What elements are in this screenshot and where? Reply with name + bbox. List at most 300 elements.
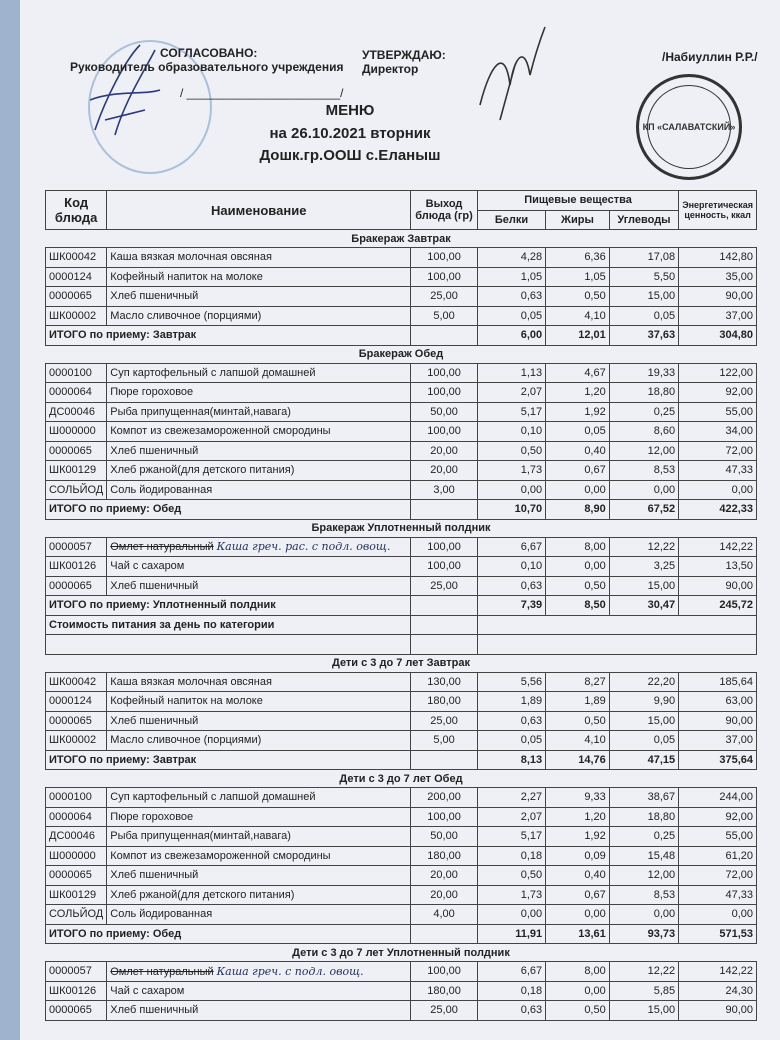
dish-protein: 0,50 [477, 866, 545, 886]
dish-yield: 25,00 [411, 1001, 478, 1021]
dish-yield: 3,00 [411, 480, 478, 500]
dish-fat: 9,33 [546, 788, 610, 808]
dish-name: Масло сливочное (порциями) [107, 306, 411, 326]
struck-dish-name: Омлет натуральный [110, 541, 214, 554]
dish-energy: 90,00 [679, 287, 757, 307]
total-row [46, 924, 757, 944]
dish-name: Каша вязкая молочная овсяная [107, 672, 411, 692]
cost-value [477, 615, 756, 635]
table-row [46, 788, 757, 808]
table-row [46, 807, 757, 827]
dish-code: СОЛЬЙОД [46, 480, 107, 500]
dish-yield: 25,00 [411, 711, 478, 731]
dish-carbs: 18,80 [609, 807, 678, 827]
dish-fat: 0,00 [546, 557, 610, 577]
dish-code: 0000064 [46, 383, 107, 403]
dish-carbs: 3,25 [609, 557, 678, 577]
dish-carbs: 0,25 [609, 827, 678, 847]
dish-energy: 244,00 [679, 788, 757, 808]
dish-name: Хлеб пшеничный [107, 287, 411, 307]
dish-protein: 0,00 [477, 905, 545, 925]
page-title: МЕНЮ [325, 102, 375, 119]
dish-yield: 130,00 [411, 672, 478, 692]
table-row [46, 306, 757, 326]
dish-energy: 92,00 [679, 807, 757, 827]
dish-yield: 100,00 [411, 537, 478, 557]
dish-protein: 0,50 [477, 441, 545, 461]
dish-name: Хлеб ржаной(для детского питания) [107, 461, 411, 481]
total-fat: 13,61 [546, 924, 610, 944]
dish-code: 0000065 [46, 1001, 107, 1021]
dish-energy: 185,64 [679, 672, 757, 692]
dish-name: Хлеб пшеничный [107, 576, 411, 596]
dish-fat: 0,40 [546, 866, 610, 886]
dish-protein: 6,67 [477, 962, 545, 982]
dish-fat: 1,92 [546, 402, 610, 422]
table-row [46, 402, 757, 422]
dish-carbs: 5,50 [609, 267, 678, 287]
dish-carbs: 8,53 [609, 461, 678, 481]
dish-name: Соль йодированная [107, 480, 411, 500]
stamp-approved: КП «САЛАВАТСКИЙ» [636, 74, 742, 180]
dish-code: 0000065 [46, 441, 107, 461]
table-row [46, 287, 757, 307]
dish-name: Компот из свежезамороженной смородины [107, 846, 411, 866]
dish-code: Ш000000 [46, 422, 107, 442]
dish-fat: 0,05 [546, 422, 610, 442]
signature-right [470, 25, 550, 125]
dish-name: Рыба припущенная(минтай,навага) [107, 827, 411, 847]
agreed-role: Руководитель образовательного учреждения [70, 60, 344, 74]
table-row [46, 905, 757, 925]
table-row [46, 441, 757, 461]
handwritten-correction: Каша греч. рас. с подл. овощ. [216, 540, 391, 554]
dish-fat: 0,50 [546, 1001, 610, 1021]
section-heading [46, 654, 757, 672]
dish-yield: 20,00 [411, 461, 478, 481]
table-row [46, 480, 757, 500]
total-yield [411, 500, 478, 520]
table-row [46, 1001, 757, 1021]
section-title: Дети с 3 до 7 лет Уплотненный полдник [46, 944, 757, 962]
total-label: ИТОГО по приему: Уплотненный полдник [46, 596, 411, 616]
dish-name: Хлеб ржаной(для детского питания) [107, 885, 411, 905]
total-row [46, 750, 757, 770]
dish-yield: 5,00 [411, 306, 478, 326]
dish-code: Ш000000 [46, 846, 107, 866]
section-heading [46, 230, 757, 248]
dish-code: ШК00126 [46, 981, 107, 1001]
dish-protein: 1,89 [477, 692, 545, 712]
dish-protein: 0,10 [477, 422, 545, 442]
dish-protein: 1,05 [477, 267, 545, 287]
dish-name [107, 962, 411, 982]
dish-yield: 100,00 [411, 962, 478, 982]
table-row [46, 981, 757, 1001]
dish-code: ШК00042 [46, 672, 107, 692]
dish-carbs: 12,00 [609, 441, 678, 461]
dish-fat: 4,10 [546, 306, 610, 326]
dish-fat: 4,67 [546, 363, 610, 383]
total-energy: 571,53 [679, 924, 757, 944]
dish-protein: 0,18 [477, 981, 545, 1001]
dish-yield: 25,00 [411, 287, 478, 307]
dish-fat: 8,00 [546, 537, 610, 557]
dish-protein: 5,17 [477, 402, 545, 422]
total-protein: 7,39 [477, 596, 545, 616]
col-nutrients: Пищевые вещества [477, 191, 678, 211]
dish-yield: 100,00 [411, 267, 478, 287]
dish-name: Масло сливочное (порциями) [107, 731, 411, 751]
dish-protein: 0,18 [477, 846, 545, 866]
table-row [46, 461, 757, 481]
dish-energy: 47,33 [679, 461, 757, 481]
dish-fat: 0,09 [546, 846, 610, 866]
dish-carbs: 0,05 [609, 731, 678, 751]
col-code: Код блюда [46, 191, 107, 230]
total-fat: 8,90 [546, 500, 610, 520]
table-row [46, 731, 757, 751]
dish-carbs: 12,00 [609, 866, 678, 886]
empty-cell [411, 635, 478, 655]
dish-name: Пюре гороховое [107, 383, 411, 403]
total-fat: 12,01 [546, 326, 610, 346]
dish-yield: 25,00 [411, 576, 478, 596]
agreed-signature-line: / _______________________/ [180, 86, 344, 100]
dish-carbs: 12,22 [609, 962, 678, 982]
dish-protein: 4,28 [477, 248, 545, 268]
dish-energy: 142,80 [679, 248, 757, 268]
dish-energy: 55,00 [679, 827, 757, 847]
total-energy: 304,80 [679, 326, 757, 346]
dish-fat: 0,50 [546, 287, 610, 307]
dish-fat: 0,50 [546, 576, 610, 596]
dish-code: ШК00129 [46, 461, 107, 481]
dish-protein: 1,73 [477, 461, 545, 481]
dish-yield: 100,00 [411, 422, 478, 442]
dish-code: 0000057 [46, 537, 107, 557]
dish-carbs: 18,80 [609, 383, 678, 403]
dish-protein: 0,63 [477, 1001, 545, 1021]
dish-code: СОЛЬЙОД [46, 905, 107, 925]
dish-yield: 100,00 [411, 807, 478, 827]
dish-carbs: 5,85 [609, 981, 678, 1001]
total-label: ИТОГО по приему: Обед [46, 500, 411, 520]
dish-code: 0000065 [46, 866, 107, 886]
table-row [46, 363, 757, 383]
dish-code: 0000100 [46, 788, 107, 808]
dish-yield: 4,00 [411, 905, 478, 925]
dish-carbs: 19,33 [609, 363, 678, 383]
total-energy: 422,33 [679, 500, 757, 520]
empty-row [46, 635, 757, 655]
dish-name: Каша вязкая молочная овсяная [107, 248, 411, 268]
agreed-label: СОГЛАСОВАНО: [160, 46, 258, 60]
total-carbs: 47,15 [609, 750, 678, 770]
table-row [46, 383, 757, 403]
dish-fat: 6,36 [546, 248, 610, 268]
dish-carbs: 38,67 [609, 788, 678, 808]
dish-fat: 0,67 [546, 885, 610, 905]
total-yield [411, 596, 478, 616]
section-title: Бракераж Завтрак [46, 230, 757, 248]
total-yield [411, 326, 478, 346]
dish-code: ШК00002 [46, 306, 107, 326]
dish-energy: 61,20 [679, 846, 757, 866]
dish-name: Хлеб пшеничный [107, 866, 411, 886]
dish-code: ШК00042 [46, 248, 107, 268]
dish-carbs: 0,00 [609, 480, 678, 500]
dish-yield: 100,00 [411, 363, 478, 383]
total-row [46, 596, 757, 616]
dish-energy: 90,00 [679, 711, 757, 731]
dish-carbs: 22,20 [609, 672, 678, 692]
dish-protein: 6,67 [477, 537, 545, 557]
dish-protein: 0,63 [477, 576, 545, 596]
dish-energy: 24,30 [679, 981, 757, 1001]
dish-carbs: 8,60 [609, 422, 678, 442]
dish-protein: 0,63 [477, 711, 545, 731]
dish-code: 0000065 [46, 711, 107, 731]
dish-yield: 20,00 [411, 885, 478, 905]
dish-code: 0000065 [46, 287, 107, 307]
dish-protein: 5,17 [477, 827, 545, 847]
col-yield: Выход блюда (гр) [411, 191, 478, 230]
dish-energy: 72,00 [679, 866, 757, 886]
dish-code: ШК00129 [46, 885, 107, 905]
dish-name: Рыба припущенная(минтай,навага) [107, 402, 411, 422]
total-carbs: 67,52 [609, 500, 678, 520]
table-row [46, 267, 757, 287]
table-row [46, 422, 757, 442]
col-name: Наименование [107, 191, 411, 230]
dish-protein: 1,73 [477, 885, 545, 905]
dish-name: Чай с сахаром [107, 557, 411, 577]
dish-yield: 100,00 [411, 248, 478, 268]
dish-yield: 180,00 [411, 981, 478, 1001]
section-title: Бракераж Уплотненный полдник [46, 519, 757, 537]
dish-carbs: 15,00 [609, 1001, 678, 1021]
dish-fat: 1,05 [546, 267, 610, 287]
section-heading [46, 944, 757, 962]
total-protein: 6,00 [477, 326, 545, 346]
total-row [46, 326, 757, 346]
section-heading [46, 519, 757, 537]
total-label: ИТОГО по приему: Завтрак [46, 750, 411, 770]
dish-carbs: 0,25 [609, 402, 678, 422]
dish-energy: 122,00 [679, 363, 757, 383]
dish-code: ДС00046 [46, 827, 107, 847]
dish-fat: 1,20 [546, 383, 610, 403]
dish-fat: 4,10 [546, 731, 610, 751]
dish-fat: 0,67 [546, 461, 610, 481]
total-protein: 11,91 [477, 924, 545, 944]
section-heading [46, 345, 757, 363]
dish-carbs: 12,22 [609, 537, 678, 557]
dish-name: Хлеб пшеничный [107, 1001, 411, 1021]
dish-name: Кофейный напиток на молоке [107, 267, 411, 287]
total-energy: 375,64 [679, 750, 757, 770]
dish-energy: 0,00 [679, 480, 757, 500]
dish-protein: 0,05 [477, 306, 545, 326]
dish-name: Хлеб пшеничный [107, 711, 411, 731]
dish-carbs: 0,05 [609, 306, 678, 326]
menu-date: на 26.10.2021 вторник [269, 125, 431, 142]
dish-energy: 72,00 [679, 441, 757, 461]
dish-code: 0000124 [46, 267, 107, 287]
dish-fat: 0,00 [546, 981, 610, 1001]
dish-name: Суп картофельный с лапшой домашней [107, 788, 411, 808]
menu-place: Дошк.гр.ООШ с.Еланыш [259, 147, 441, 164]
dish-name: Чай с сахаром [107, 981, 411, 1001]
dish-code: 0000100 [46, 363, 107, 383]
dish-protein: 1,13 [477, 363, 545, 383]
total-fat: 8,50 [546, 596, 610, 616]
dish-yield: 50,00 [411, 402, 478, 422]
dish-energy: 92,00 [679, 383, 757, 403]
dish-yield: 100,00 [411, 557, 478, 577]
dish-name: Соль йодированная [107, 905, 411, 925]
dish-carbs: 15,00 [609, 287, 678, 307]
dish-code: ДС00046 [46, 402, 107, 422]
dish-protein: 2,07 [477, 807, 545, 827]
total-label: ИТОГО по приему: Завтрак [46, 326, 411, 346]
table-row [46, 846, 757, 866]
approve-role: Директор [362, 62, 419, 76]
table-row [46, 711, 757, 731]
total-fat: 14,76 [546, 750, 610, 770]
dish-protein: 5,56 [477, 672, 545, 692]
dish-energy: 142,22 [679, 962, 757, 982]
dish-yield: 20,00 [411, 441, 478, 461]
menu-table [45, 190, 757, 1021]
dish-carbs: 9,90 [609, 692, 678, 712]
total-yield [411, 750, 478, 770]
approve-label: УТВЕРЖДАЮ: [362, 48, 446, 62]
empty-cell [46, 635, 411, 655]
dish-protein: 0,10 [477, 557, 545, 577]
dish-fat: 0,50 [546, 711, 610, 731]
total-energy: 245,72 [679, 596, 757, 616]
dish-energy: 37,00 [679, 306, 757, 326]
total-carbs: 93,73 [609, 924, 678, 944]
dish-carbs: 15,00 [609, 576, 678, 596]
col-carbs: Углеводы [609, 210, 678, 230]
section-heading [46, 770, 757, 788]
dish-name [107, 537, 411, 557]
cost-yield [411, 615, 478, 635]
struck-dish-name: Омлет натуральный [110, 965, 214, 978]
table-row [46, 537, 757, 557]
dish-name: Пюре гороховое [107, 807, 411, 827]
total-label: ИТОГО по приему: Обед [46, 924, 411, 944]
dish-name: Кофейный напиток на молоке [107, 692, 411, 712]
dish-name: Компот из свежезамороженной смородины [107, 422, 411, 442]
dish-protein: 0,00 [477, 480, 545, 500]
dish-fat: 0,00 [546, 480, 610, 500]
total-carbs: 30,47 [609, 596, 678, 616]
dish-carbs: 0,00 [609, 905, 678, 925]
dish-fat: 1,20 [546, 807, 610, 827]
dish-protein: 0,05 [477, 731, 545, 751]
cost-label: Стоимость питания за день по категории [46, 615, 411, 635]
dish-energy: 90,00 [679, 1001, 757, 1021]
dish-code: 0000065 [46, 576, 107, 596]
dish-energy: 34,00 [679, 422, 757, 442]
table-row [46, 827, 757, 847]
section-title: Дети с 3 до 7 лет Завтрак [46, 654, 757, 672]
dish-fat: 1,92 [546, 827, 610, 847]
dish-energy: 37,00 [679, 731, 757, 751]
dish-energy: 0,00 [679, 905, 757, 925]
dish-carbs: 8,53 [609, 885, 678, 905]
dish-yield: 50,00 [411, 827, 478, 847]
dish-code: ШК00126 [46, 557, 107, 577]
dish-name: Суп картофельный с лапшой домашней [107, 363, 411, 383]
dish-fat: 8,00 [546, 962, 610, 982]
dish-energy: 47,33 [679, 885, 757, 905]
dish-yield: 180,00 [411, 692, 478, 712]
dish-name: Хлеб пшеничный [107, 441, 411, 461]
table-row [46, 692, 757, 712]
dish-protein: 2,07 [477, 383, 545, 403]
section-title: Дети с 3 до 7 лет Обед [46, 770, 757, 788]
total-yield [411, 924, 478, 944]
dish-yield: 180,00 [411, 846, 478, 866]
dish-fat: 0,40 [546, 441, 610, 461]
total-protein: 8,13 [477, 750, 545, 770]
dish-yield: 5,00 [411, 731, 478, 751]
dish-protein: 0,63 [477, 287, 545, 307]
total-row [46, 500, 757, 520]
dish-code: ШК00002 [46, 731, 107, 751]
dish-yield: 20,00 [411, 866, 478, 886]
cost-row [46, 615, 757, 635]
table-row [46, 557, 757, 577]
dish-energy: 35,00 [679, 267, 757, 287]
table-row [46, 672, 757, 692]
dish-yield: 100,00 [411, 383, 478, 403]
table-row [46, 885, 757, 905]
dish-fat: 0,00 [546, 905, 610, 925]
col-energy: Энергетическая ценность, ккал [679, 191, 757, 230]
approve-name: /Набиуллин Р.Р./ [662, 50, 758, 64]
dish-energy: 63,00 [679, 692, 757, 712]
dish-code: 0000057 [46, 962, 107, 982]
dish-carbs: 15,48 [609, 846, 678, 866]
dish-yield: 200,00 [411, 788, 478, 808]
col-protein: Белки [477, 210, 545, 230]
table-row [46, 866, 757, 886]
dish-fat: 8,27 [546, 672, 610, 692]
dish-energy: 13,50 [679, 557, 757, 577]
dish-energy: 90,00 [679, 576, 757, 596]
empty-cell [477, 635, 756, 655]
dish-protein: 2,27 [477, 788, 545, 808]
table-row [46, 576, 757, 596]
dish-carbs: 17,08 [609, 248, 678, 268]
menu-table-body [46, 230, 757, 1021]
dish-energy: 142,22 [679, 537, 757, 557]
dish-energy: 55,00 [679, 402, 757, 422]
section-title: Бракераж Обед [46, 345, 757, 363]
col-fat: Жиры [546, 210, 610, 230]
handwritten-correction: Каша греч. с подл. овощ. [216, 964, 364, 978]
dish-code: 0000064 [46, 807, 107, 827]
dish-fat: 1,89 [546, 692, 610, 712]
dish-code: 0000124 [46, 692, 107, 712]
table-row [46, 962, 757, 982]
